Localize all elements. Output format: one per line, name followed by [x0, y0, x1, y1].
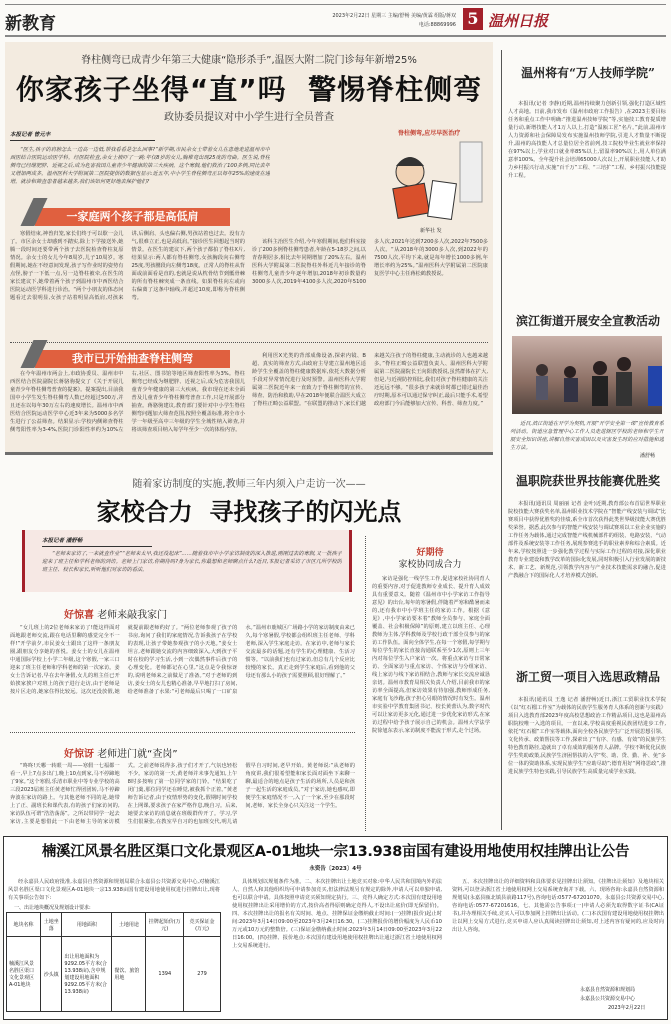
table-cell: 餐饮、旅馆用地	[112, 937, 146, 1012]
notice-date: 2023年2月22日	[608, 1005, 646, 1011]
title: 老师来敲我家门	[97, 610, 168, 621]
visit-intro: “老师来家访了,一来就查作业”“老师来太早,我还没起床”……随着我市中小学家访制度的深入推进,刚刚过去的寒假,又一批孩子迎来了班主任和学科老师的到访。老师上门家访,你期待吗?身为家长,你最想和老师聊点什么?近日,本报记者采访了市区几所学校的班主任、校长和家长,听听他们对家访的看法。	[42, 551, 342, 573]
table-cell: 1394	[146, 937, 184, 1012]
table-header: 土地坐落	[41, 913, 62, 937]
table-header: 用地面积	[62, 913, 112, 937]
byline: 本报记者 曾元丰	[10, 130, 155, 141]
side-title: 家校协同成合力	[398, 560, 462, 570]
article-text: 本报讯(通讯员 周丽丽 记者 金叶)近期,教育部公布首届世界职业院校技能大赛获奖名单,温州职业技术学院在“智能产线安装与调试”比赛项目中获得优胜奖的佳绩,系全市首次获得此类世界级技能大赛优胜奖荣誉。据悉,此次参与的智能产线安装与调试赛项以工业企业实施的工作任务为载体,通过完成智能产线机械部件的组装、电路安装、气动部件及系统安装等工作任务,展现参赛选手的职业素养和综合素质。近年来,学校按照进一步强化教学过程与实际工作过程的对接,深化职业教育专业建设和教学改革的国际化发展,同时积极引入行业发展的新技术、新工艺、新规范,引领教学内容与产业技术技能需求的融合,促进产教融合下的国际化人才培养模式创新。	[508, 501, 666, 579]
table-header: 土地用途	[112, 913, 146, 937]
illustration-caption: 脊柱侧弯,应尽早医治疗	[398, 130, 461, 137]
feature-subhead: 政协委员提议对中小学生进行全员普查	[164, 112, 334, 123]
illustration-credit: 新华社 发	[420, 228, 442, 234]
tag: 好惊讶	[64, 749, 94, 760]
feature-headline: 你家孩子坐得“直”吗 警惕脊柱侧弯	[15, 73, 483, 106]
masthead-logo: 温州日报	[488, 12, 549, 30]
table-cell: 沙头镇	[41, 937, 62, 1012]
subsection-title	[64, 606, 167, 621]
table-header: 竞买保证金(万元)	[184, 913, 221, 937]
article-text: 该科主治医生介绍,今年寒假期间,他们科室接诊了200多例脊柱侧弯患者,年龄在5-18岁之间,以青春期居多,相比去年同期增加了20%左右。温州医科大学附属第二医院脊柱外科近几年接诊的脊柱侧弯儿童青少年逐年增加,2018年初诊数量约3000多人次,2019年4100多人次,2020年5100多人次,2021年达到7200多人次,2022年7500多人次。“从2018年的3000多人次,到2022年的7500人次,平均下来,就是每年增长1000多例,年增长率约为25%。”温州医科大学附属第二医院康复医学中心主任蒋松鹤教授说。	[252, 239, 488, 285]
notice-text: 具体规划以规划条件为准。二、本次挂牌出让土地竞买对象:中华人民共和国境内外的法人、自然人和其他组织均可申请参加竞买,但法律法规另有规定的除外,申请人可以单独申请,也可以联合申请。具体按照申请竞买须知规定执行。三、竞得人确定方式:本次国有建设用地使用权挂牌出让采用增价的方式,按价高者得原则确定竞得人,不设出让底价(即无保留价)。四、本次挂牌出让的报名有关时间、地点、挂牌保证金缴纳截止时间:(一)挂牌(报价)起止时间:2023年3月14日09:00至2023年3月24日16:30。(二)挂牌报价的增价幅度为人民币10万元或10万元的整数倍。(三)保证金缴纳截止时间:2023年3月14日09:00至2023年3月22日16:00。(四)挂牌、报价地点:本次国有建设用地使用权挂牌出让通过浙江省土地使用权网上交易系统进行。	[232, 879, 442, 949]
article-text: “女儿班上的2位老师来家访了!能这样面对面地跟老师交流,跟在电话里聊的感觉完全不一样!”开学前夕,市民姜女士跟出了这样一条朋友圈,跟朋友分享她的喜悦。姜女士的女儿在温州中通国际学校上小学二年级,这个寒假,一家三口迎来了班主任老师和学科老师的第一次家访。姜女士告诉记者,早在去年暑假,女儿的班主任已开始挨家挨户对班上的孩子进行走访,由于老师是按片区走的,她家住得比较远。这次还没放假,她就提前跟老师约好了。“两位老师参观了孩子的书房,询问了我们的家庭情况,告诉我孩子在学校的表现,让孩子带她参观孩子的小天地。”姜女士坦言,老师跟她交流的内容细致深入,大到孩子平时在校的学习生活,小到一次偶然事件后孩子的心理变化。老师都记在心里,“这点是令我惊讶的,说明老师来之前做足了准备。”对于老师的到访,姜女士的女儿也精心准备,早早地打扫了房间,给老师准备了水果:“可老师最后只喝了一口矿泉水。”温州市鹿城区广场路小学的家访制度由来已久,每个寒暑假,学校都会组织班主任老师、学科老师,深入学生家庭走访。在家访中,老师与家长交流最多的话题,还有学生的心理健康、生活习惯等。“以前我们也有过家访,但总有几个反应比较慢的家长。真正走到学生家庭后,看到他的父母还有那么小的孩子需要照顾,很好理解了。”	[10, 625, 355, 695]
feature-kicker: 脊柱侧弯已成青少年第三大健康“隐形杀手”,温医大附二院门诊每年新增25%	[81, 55, 417, 66]
notice-signer: 永嘉县公共资源交易中心	[580, 996, 636, 1002]
table-header: 挂牌起始价(万元)	[146, 913, 184, 937]
notice-intro: 经永嘉县人民政府批准,永嘉县自然资源和规划局联合永嘉县公共资源交易中心,对楠溪江风景名胜区渠口文化景观区A-01地块一宗13.938亩国有建设用地使用权进行挂牌出让,现将有关事项公告如下:	[8, 879, 220, 901]
article-text: 在今年温州市两会上,市政协委员、温州市中西医结合医院副院长蒋骆驹提交了《关于开展儿童青少年脊柱侧弯普查的提案》。提案提出,目前我国中小学生发生脊柱侧弯人数已经超过500万,并且还在以每年30万左右的速度增长。温州市中西医结合医院运动医学中心近3年来为5000多名学生进行了公益筛查。结果显示:学校内侧筛查脊柱侧弯阳性率为3-4%,医院门诊阳性率约为10%左右,社区、图书馆等地区筛查阳性率为3%。脊柱侧弯已经成为继肥胖、近视之后,成为危害我国儿童青少年健康的第三大疾病。我市现在还未全面普及儿童青少年脊柱侧弯普查工作,只是开展部分抽查。蒋骆驹建议,教育部门要针对中小学生脊柱侧弯问题加大筛查范围,按照全覆盖标准,将全市小学一年级至高中三年级的学生全城性纳入筛查,并将该筛查项目纳入每学年至少一次的体检内容。	[10, 371, 245, 433]
byline: 本报记者 潘舒畅	[42, 536, 152, 547]
tag: 好惊喜	[64, 610, 94, 621]
table-cell: 楠溪江风景名胜区渠口文化景观区A-01地块	[7, 937, 41, 1012]
side-tag: 好期待	[416, 548, 444, 558]
article-text: 寒假结束,神兽归笼,家长们终于可以歇一会儿了。市区余女士却感到不踏实,除上下学接送外,她腾一段时间还要带两个孩子去医院检查脊柱复原情况。余女士的女儿今年8周岁,儿子10周岁。寒假期间,她在不经意间发现,孩子写作业时的姿势有点怪,膀子一下低一点,另一边脊柱被牵,在医生的家长建议下,她带着两个孩子到温州市中西医结合医院运动医学科进行诊治。“两个小朋友的体态问题看过去很明显,女孩子站着明显高低肩,对孩来讲,后侧肩、头也偏右侧,男孩站着也过去。没有力气,很难立正,也是高低肩。”接诊医生回想起当时的情景。在医生的建议下,两个孩子都拍了脊柱X片,结果显示:两人都有脊柱侧弯,女孩胸段向右侧弯25度,男孩腰段向左侧弯18度。正常人的脊柱从背面或前面看是直的,也就是说从枕骨结节到骶骨棘的所有脊柱棘突成一条直线。如果脊柱向左或向右偏离了这条中轴线,并超过10度,即称为脊柱侧弯。	[10, 231, 245, 301]
section-banner: 一家庭两个孩子都是高低肩	[35, 208, 230, 226]
visit-headline: 家校合力 寻找孩子的闪光点	[96, 497, 402, 526]
notice-text: 五、本次挂牌出让的详细资料和具体要求见挂牌出让须知。《挂牌出让须知》及地块相关资料,可以登录浙江省土地使用权网上交易系统查询并下载。六、现场咨询:永嘉县自然资源和规划局(永嘉县瓯北镇县前路117号),咨询电话:0577-67201070。永嘉县公共资源交易中心,咨询电话:0577-67201616。七、其他需公告事项:(一)申请人必须先取得数字证书(CA证书),并办理相关手续,竞买人可以参加网上挂牌出让活动。(二)本次国有建设用地使用权挂牌出让以网上交易方式进行,竞买申请人应认真阅读挂牌出让须知,对上述内容有疑问的,应及时向出让人咨询。	[452, 879, 664, 933]
notice-signer: 永嘉县自然资源和规划局	[580, 987, 636, 993]
table-header: 地块名称	[7, 913, 41, 937]
article-text: “咚咚!天哪一转眼一周——寒假一七福都一看一,早上7点多出门,晚上10点到家,马不停蹄地了9家。”这个寒假,乐清市职业中等专业学校的高三段2023届班主任黄老师忙得团团转,马不停蹄奔波在家访的路上。与其他老师不同的是,她带上了正、副班长和课代表,有的孩子们家访问的,家访队伍可谓“浩浩荡荡”。之所以带同学一起去家访,主要是想借此一下由老师主导的家访模式。之前老师说得多,孩子们才开了,气氛也轻松不少。家访的第一天,黄老师并未事先通知,上午8时多按响了第一位同学家的门铃。“结果吃了闭门羹,那位同学还在睡觉,被我抓个正着。”黄老师告诉记者,由于疫情形势的变化,假期时间学校在上网课,要求孩子在家严格作息,晚自习。后来,她要去家访的消息就在班级群传开了。学习,学生们很紧张,在教室早自习的也加班交代,明儿请假早自习时间,老早开始。黄老师说:“从老师的角度讲,我们很希望能和家长面对面坐下来聊一聊,最适合的地点是孩子生活的场所,人员是和孩子一起生活的家庭成员。”对于家访,她也感叹,即便学生家庭情况不一,入了一个家,至少在那段时间,老师、家长全身心只关注这一个学生。	[10, 763, 355, 825]
section-banner: 我市已开始抽查脊柱侧弯	[35, 350, 230, 368]
subsection-title	[64, 745, 178, 760]
photo-caption: 近日,滨江街道在开学为契机,开展“开学安全第一课”宣传教育系列活动。街道应急管理中心工作人员走进辖区学校的老师和学生开展安全知识讲座,讲解自然灾害成因以及灾害发生时的应对措施和逃生方法。	[510, 421, 664, 451]
article-title: 温职院获世界技能赛优胜奖	[515, 474, 660, 488]
article-title: 滨江街道开展安全宣教活动	[515, 314, 660, 328]
notice-title: 楠溪江风景名胜区渠口文化景观区A-01地块一宗13.938亩国有建设用地使用权挂牌出让公告	[41, 844, 630, 860]
students-photo-icon	[512, 336, 662, 414]
article-title: 温州将有“万人技师学院”	[521, 66, 655, 80]
table-cell: 出让用地面积为9292.05平方米(合13.938亩),含中规划建设用地面积9292.05平方米(合13.938亩)	[62, 937, 112, 1012]
section-title: 新教育	[5, 14, 56, 34]
spine-illustration	[350, 122, 490, 226]
article-title: 浙工贸一项目入选思政精品	[515, 670, 660, 684]
child-drawing-icon	[350, 122, 490, 226]
photo-credit: 潘舒畅	[640, 453, 656, 459]
date-line: 2023年2月22日 星期三 主编/舒畅 美编/黄霖 组版/蒋双	[332, 13, 456, 19]
table-row	[7, 937, 221, 1012]
page-number: 5	[463, 8, 483, 30]
article-text: 本报讯(通讯员 王逸 记者 潘舒畅)近日,浙江工贸职业技术学院《以“红石榴工作室”为载体的民族学生服务育人体系的创新与实践》项目入选教育部2023年度高校思想政治工作精品项目,这也是温州高职院校唯一入选的项目。一直以来,学校高度重视民族团结进步工作,依托“红石榴”工作室等载体,面向全校各民族学生广泛开展思想引领、文化传承、政策帮扶等工作,探索出了“有序、有感、有效”的民族学生特色教育路径,造就出了卓有成效的服务育人品牌。学校不断优化民族学生奖助政策,民族学生济困帮扶的入学“奖、助、贷、勤、补、免”多位一体的资助体系,实现民族学生“应助尽助”;德育用好“网络思政”,推进民族学生特色实践,引导民族学生高质量完成学业实践。	[508, 697, 666, 775]
notice-number: 永资告〔2023〕4号	[309, 866, 362, 872]
article-text: 家访是强化一线学生工作,促进家校社协同育人的重要内容,对于促进教师专业成长、提升育人成效具有重要意义。随着《温州市中小学家访工作指导意见》的出台,每年的寒暑假,伴随着严寒和酷暑而来的,还有我市中小学班主任的家访工作。根据《意见》,中小学家访要本着“教师全员参与、家庭全面覆盖、社会积极保障”的原则,建立以班主任、心理教师为主体,学科教师及学校行政干部全员参与的家访工作队伍。面向全体学生,在每一个寒假,每学期与每位学生的家长直接沟通联系至少1次,原则上三年内对每位学生入户家访一次。将重点家访与日常家访、全面家访与重点家访、个体家访与分组家访、线上家访与线下家访相结合,教师与家长交流应诚恳亲切。温州市教育局相关负责人介绍,目前我市的家访率全面提高,但家访效果有待加强,教师形成任务,家庭有飞沙跑,孩子担心另眼的情况时有发生。温州市实验中学教育集团书记、校长黄蕾认为,数字时代可以让家访更多元化,通过进一步优化家访形式,在家访过程中给予孩子展示自己的机会。温州大学法学院徐旭东表示,家访制度不能流于形式,走个过场。	[372, 576, 490, 734]
phone-line: 电话:88869996	[418, 22, 456, 28]
visit-kicker: 随着家访制度的实施,教师三年内须入户走访一次——	[132, 479, 366, 490]
safety-activity-photo	[512, 336, 662, 414]
land-table	[6, 912, 221, 1012]
article-text: 利用医X光类的背部成像设备,探索内镜、B超、真实的筛查方式,由政府主导建立温州地区适龄学生全覆盖的脊柱健康数据库,依托大数据分析手段对异常情况进行及时预警。温州医科大学附属第二医院近年来一直致力于脊柱侧弯的宣传、筛查、防治和救助,早在2018年便联合温医大成立了脊柱正畸公益联盟。“在联盟的推动下,家长们越来越关注孩子的脊柱健康,主动就诊的人也越来越多。”脊柱正畸公益联盟负责人、温州医科大学附属第二医院副院长王向阳教授说,虽然群体在扩大,但是,与近视防控相比,我们对孩子脊柱健康的关注还远远不够。“很多孩子来就诊时都已错过最佳治疗时期,原本可以通过保守纠正,最后只能手术,希望政府部门今后能够加大宣传、科普、筛查力度。”	[252, 353, 488, 407]
title: 老师进门就“查岗”	[97, 749, 178, 760]
article-text: 本报讯(记者 李静)近期,温州持续聚力创新引领,强化打造区域性人才高地。日前,我市发布《温州市政府工作报告》,在2023主要目标任务和重点工作中明确:“推进温州技师学院”等,实施技工教育提质增量行动,新增技能人才1万人以上,打造“温瓯工匠”名片。”此前,温州市人力资源和社会保障局发布实施温州技师学院,引进人才数量不断提升,温州的高技能人才总量位居全省前列,技工院校毕业生就业率保持在97%以上,学业对口就业率85%以上,留温率90%以上,用人单位满意率100%。全年提升社会培训65000人次以上,开展职业技能人才助力乡村振兴行动,实施“百千万”工程、“三培扩”工程、乡村振兴技能提升工程。	[508, 101, 666, 179]
table-cell: 279	[184, 937, 221, 1012]
notice-section: 一、出让地块概况及规划设计要求:	[14, 905, 91, 911]
feature-intro: “医生,孩子的肩膀怎么一边高一边低,帮我看看是怎么回事?”新学期,市民余女士带着女儿在患地走进温州市中西医结合医院运动医学科。经医院检查,余女士被吓了一跳:年仅8岁的女儿,胸椎竟出现25度的弯曲。医生说,脊柱侧弯已经继肥胖、近视之后,成为危害我国儿童青少年健康的第三大疾病。这个寒假,他们救治了100多例,同比去年又增加两成多。温州医科大学附属第二医院提供的数据也显示:近五年,中小学生脊柱侧弯正以每年25%的速度在递增。就诊和筛查患者越来越多,我们该如何更好地去保护他们?	[10, 147, 270, 185]
